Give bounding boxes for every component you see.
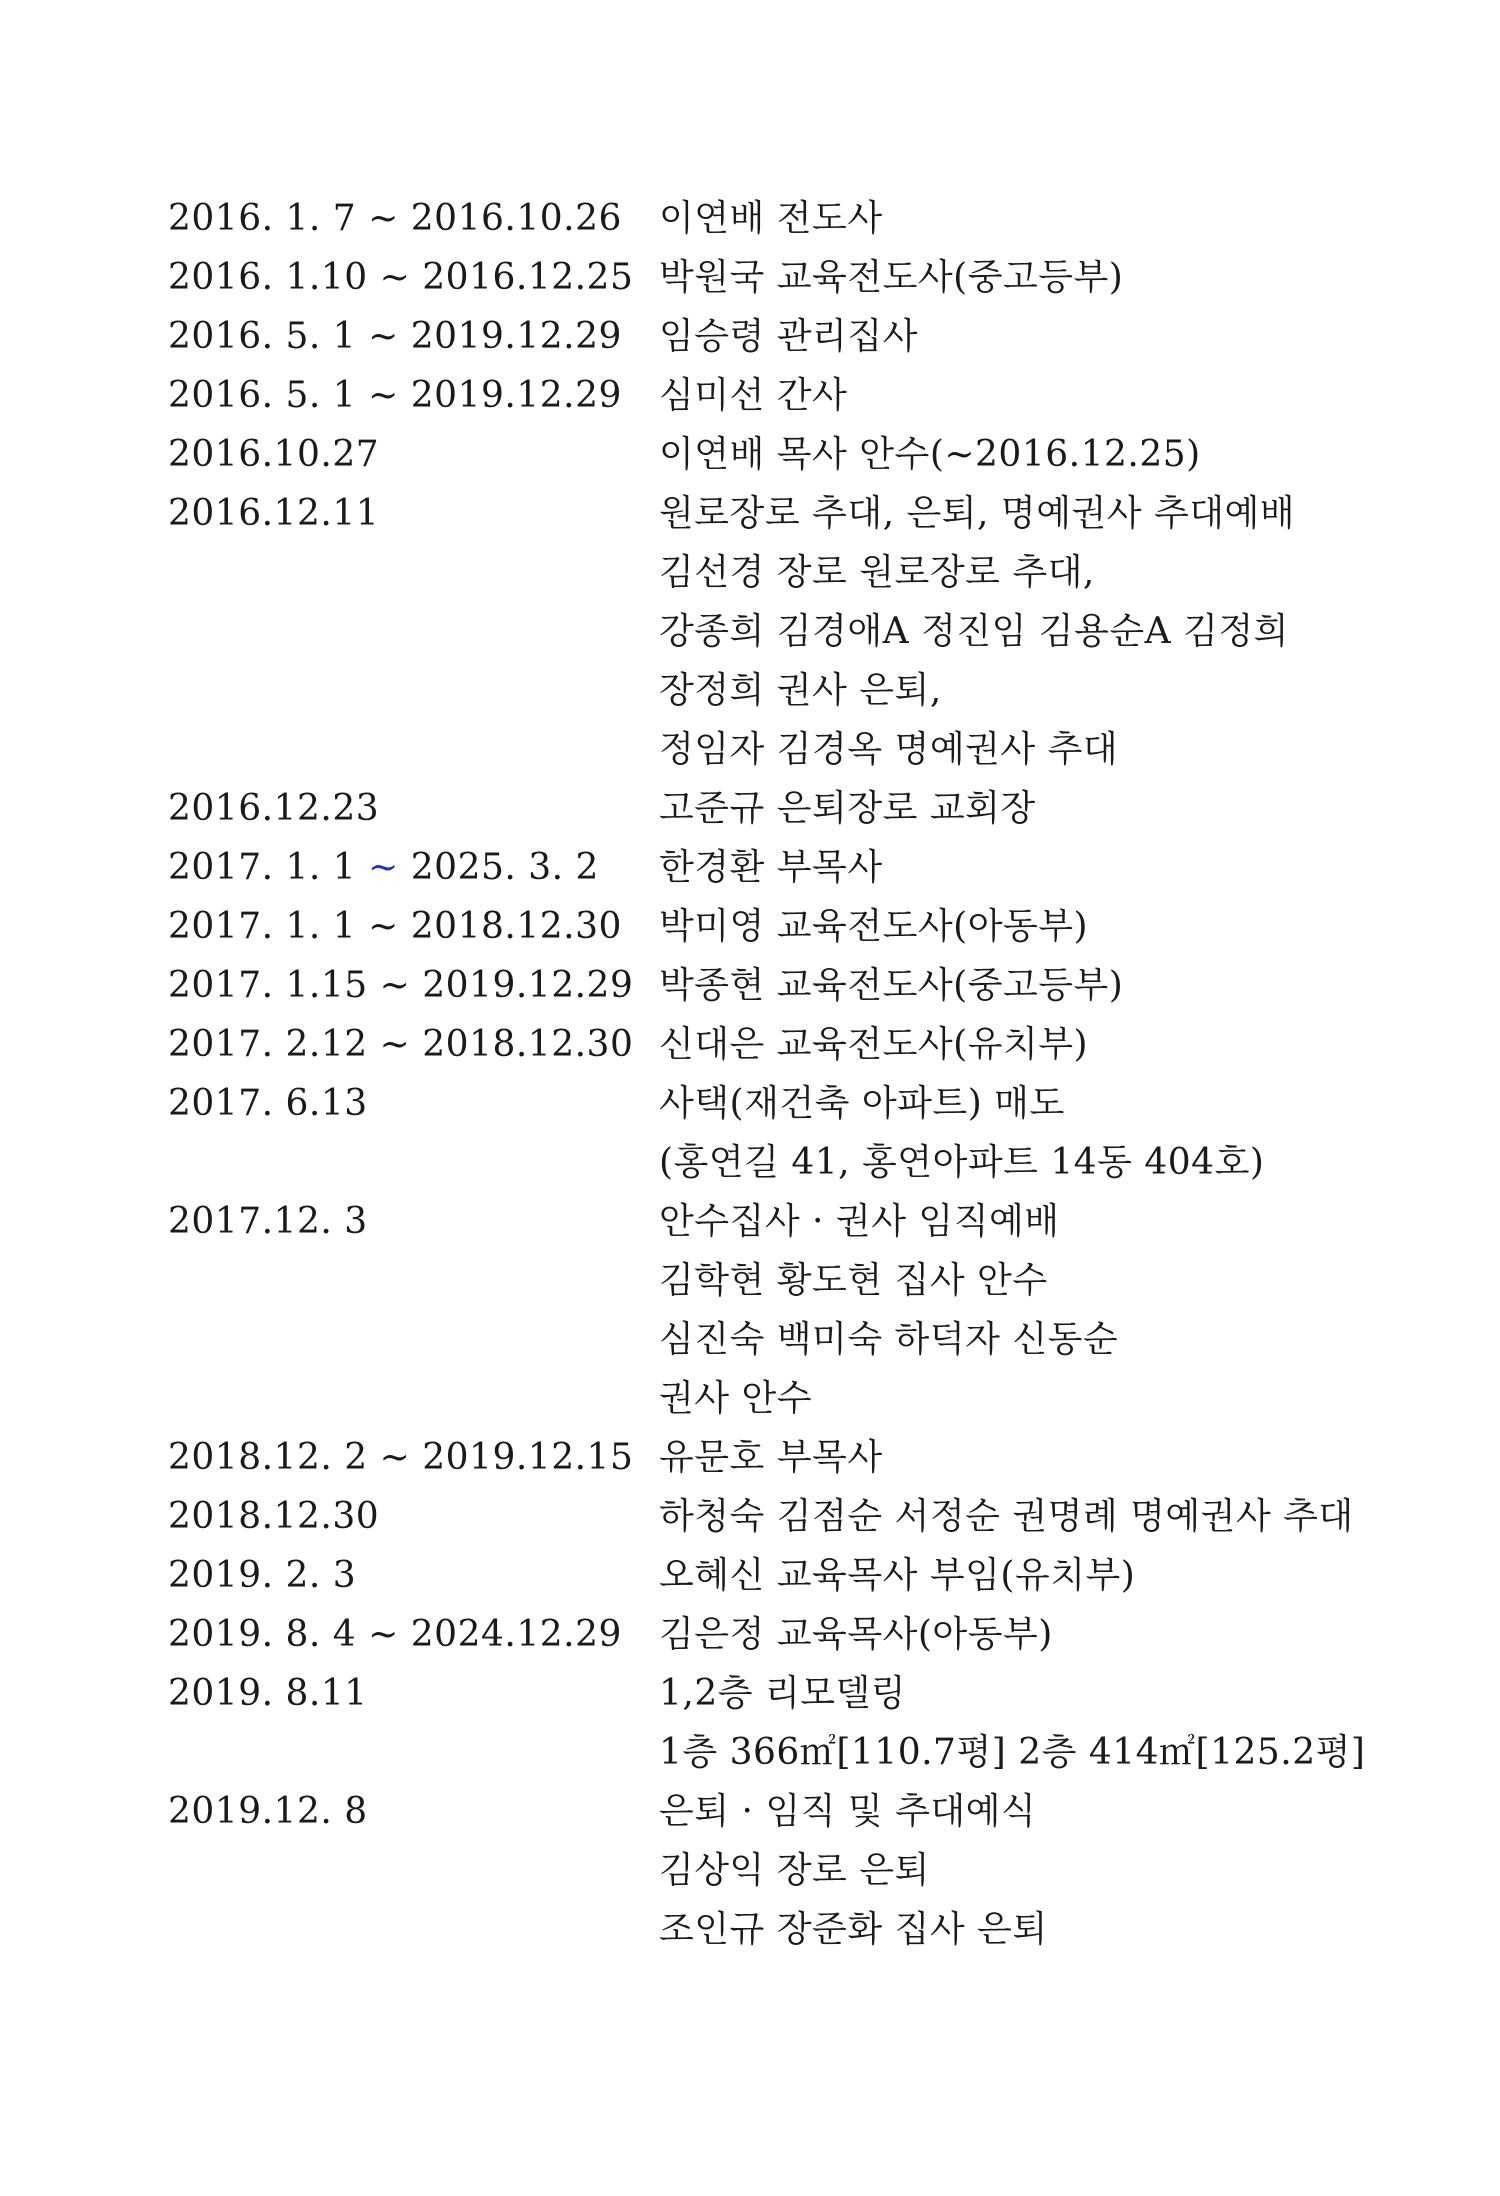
timeline-entry	[168, 1192, 1368, 1428]
timeline-entry	[168, 189, 1368, 248]
date-start: 2018.12. 2	[168, 1437, 368, 1478]
date-end: 2019.12.29	[410, 375, 622, 416]
entry-title: 하청숙 김점순 서정순 권명례 명예권사 추대	[659, 1496, 1354, 1537]
date-end: 2025. 3. 2	[410, 847, 599, 888]
date-start: 2019.12. 8	[168, 1791, 368, 1832]
entry-date	[168, 897, 638, 956]
timeline-entry	[168, 897, 1368, 956]
date-start: 2016. 5. 1	[168, 375, 357, 416]
date-start: 2016. 5. 1	[168, 316, 357, 357]
date-start: 2017. 1. 1	[168, 847, 357, 888]
timeline-line	[168, 1841, 1368, 1900]
entry-title: 안수집사 · 권사 임직예배	[659, 1201, 1060, 1242]
timeline-line	[168, 189, 1368, 248]
date-start: 2019. 8.11	[168, 1673, 368, 1714]
entry-detail: 장정희 권사 은퇴,	[659, 670, 942, 711]
entry-date	[168, 1664, 638, 1723]
date-start: 2018.12.30	[168, 1496, 380, 1537]
entry-detail: 심진숙 백미숙 하덕자 신동순	[659, 1319, 1119, 1360]
entry-title: 사택(재건축 아파트) 매도	[659, 1083, 1065, 1124]
entry-detail: 정임자 김경옥 명예권사 추대	[659, 729, 1119, 770]
timeline-entry	[168, 307, 1368, 366]
entry-title: 임승령 관리집사	[659, 316, 918, 357]
timeline-entry	[168, 779, 1368, 838]
timeline-line	[168, 307, 1368, 366]
timeline-line	[168, 1664, 1368, 1723]
entry-date	[168, 838, 638, 897]
timeline-line	[168, 1074, 1368, 1133]
timeline-line	[168, 425, 1368, 484]
date-start: 2016.12.23	[168, 788, 380, 829]
date-range-separator: ~	[367, 257, 423, 298]
timeline-entry	[168, 425, 1368, 484]
date-start: 2016.10.27	[168, 434, 380, 475]
date-range-separator: ~	[367, 965, 423, 1006]
entry-title: 박원국 교육전도사(중고등부)	[659, 257, 1124, 298]
timeline-line	[168, 366, 1368, 425]
date-end: 2019.12.29	[410, 316, 622, 357]
entry-title: 박미영 교육전도사(아동부)	[659, 906, 1089, 947]
date-range-separator: ~	[356, 316, 411, 357]
entry-date	[168, 1074, 638, 1133]
timeline-line	[168, 1487, 1368, 1546]
entry-detail: 김학현 황도현 집사 안수	[659, 1260, 1048, 1301]
entry-date	[168, 1487, 638, 1546]
entry-date	[168, 1605, 638, 1664]
entry-title: 심미선 간사	[659, 375, 848, 416]
entry-detail: 강종희 김경애A 정진임 김용순A 김정희	[659, 611, 1289, 652]
timeline-line	[168, 543, 1368, 602]
entry-detail: 조인규 장준화 집사 은퇴	[659, 1909, 1048, 1950]
timeline-line	[168, 956, 1368, 1015]
entry-title: 오혜신 교육목사 부임(유치부)	[659, 1555, 1136, 1596]
entry-date	[168, 484, 638, 543]
date-start: 2019. 8. 4	[168, 1614, 357, 1655]
timeline-line	[168, 1723, 1368, 1782]
entry-date	[168, 366, 638, 425]
timeline-line	[168, 1192, 1368, 1251]
timeline-line	[168, 484, 1368, 543]
entry-title: 고준규 은퇴장로 교회장	[659, 788, 1036, 829]
date-end: 2024.12.29	[410, 1614, 622, 1655]
timeline-line	[168, 838, 1368, 897]
timeline-line	[168, 1782, 1368, 1841]
timeline-line	[168, 1133, 1368, 1192]
timeline-entry	[168, 366, 1368, 425]
timeline-line	[168, 602, 1368, 661]
entry-detail: (홍연길 41, 홍연아파트 14동 404호)	[659, 1142, 1265, 1183]
date-range-separator: ~	[356, 198, 411, 239]
timeline-entry	[168, 1782, 1368, 1959]
date-start: 2016. 1.10	[168, 257, 368, 298]
entry-date	[168, 1015, 638, 1074]
date-end: 2016.10.26	[410, 198, 622, 239]
date-start: 2017. 2.12	[168, 1024, 368, 1065]
timeline-line	[168, 248, 1368, 307]
date-start: 2017. 1. 1	[168, 906, 357, 947]
entry-date	[168, 1428, 638, 1487]
entry-title: 이연배 목사 안수(~2016.12.25)	[659, 434, 1201, 475]
timeline-line	[168, 897, 1368, 956]
entry-date	[168, 1782, 638, 1841]
timeline-line	[168, 1900, 1368, 1959]
date-range-separator: ~	[367, 1437, 423, 1478]
entry-title: 한경환 부목사	[659, 847, 883, 888]
timeline-line	[168, 1015, 1368, 1074]
timeline-line	[168, 1428, 1368, 1487]
entry-detail: 권사 안수	[659, 1378, 813, 1419]
date-start: 2017.12. 3	[168, 1201, 368, 1242]
timeline-entry	[168, 484, 1368, 779]
date-end: 2018.12.30	[410, 906, 622, 947]
date-end: 2019.12.29	[422, 965, 634, 1006]
entry-title: 원로장로 추대, 은퇴, 명예권사 추대예배	[659, 493, 1296, 534]
timeline-line	[168, 720, 1368, 779]
entry-date	[168, 307, 638, 366]
timeline-line	[168, 1251, 1368, 1310]
timeline-entry	[168, 956, 1368, 1015]
timeline-entry	[168, 1015, 1368, 1074]
date-range-separator: ~	[356, 1614, 411, 1655]
entry-date	[168, 248, 638, 307]
date-range-separator: ~	[356, 847, 411, 888]
date-range-separator: ~	[356, 375, 411, 416]
timeline-line	[168, 1310, 1368, 1369]
church-history-timeline	[168, 189, 1368, 1959]
entry-title: 이연배 전도사	[659, 198, 883, 239]
entry-date	[168, 425, 638, 484]
entry-title: 신대은 교육전도사(유치부)	[659, 1024, 1089, 1065]
entry-date	[168, 1546, 638, 1605]
timeline-line	[168, 1605, 1368, 1664]
entry-date	[168, 956, 638, 1015]
entry-detail: 김상익 장로 은퇴	[659, 1850, 930, 1891]
date-start: 2019. 2. 3	[168, 1555, 357, 1596]
timeline-entry	[168, 248, 1368, 307]
timeline-entry	[168, 1074, 1368, 1192]
entry-title: 은퇴 · 임직 및 추대예식	[659, 1791, 1037, 1832]
timeline-line	[168, 1369, 1368, 1428]
date-end: 2018.12.30	[422, 1024, 634, 1065]
timeline-line	[168, 1546, 1368, 1605]
date-range-separator: ~	[367, 1024, 423, 1065]
timeline-entry	[168, 1428, 1368, 1487]
entry-detail: 김선경 장로 원로장로 추대,	[659, 552, 1095, 593]
date-start: 2016.12.11	[168, 493, 380, 534]
timeline-entry	[168, 1664, 1368, 1782]
date-range-separator: ~	[356, 906, 411, 947]
timeline-line	[168, 779, 1368, 838]
date-end: 2019.12.15	[422, 1437, 634, 1478]
entry-date	[168, 779, 638, 838]
entry-date	[168, 189, 638, 248]
timeline-entry	[168, 1487, 1368, 1546]
entry-title: 김은정 교육목사(아동부)	[659, 1614, 1053, 1655]
timeline-entry	[168, 1546, 1368, 1605]
entry-title: 1,2층 리모델링	[659, 1673, 907, 1714]
date-start: 2017. 6.13	[168, 1083, 368, 1124]
date-end: 2016.12.25	[422, 257, 634, 298]
date-start: 2017. 1.15	[168, 965, 368, 1006]
timeline-entry	[168, 1605, 1368, 1664]
entry-detail: 1층 366㎡[110.7평] 2층 414㎡[125.2평]	[659, 1732, 1366, 1773]
timeline-entry	[168, 838, 1368, 897]
timeline-line	[168, 661, 1368, 720]
entry-title: 유문호 부목사	[659, 1437, 883, 1478]
entry-title: 박종현 교육전도사(중고등부)	[659, 965, 1124, 1006]
entry-date	[168, 1192, 638, 1251]
date-start: 2016. 1. 7	[168, 198, 357, 239]
